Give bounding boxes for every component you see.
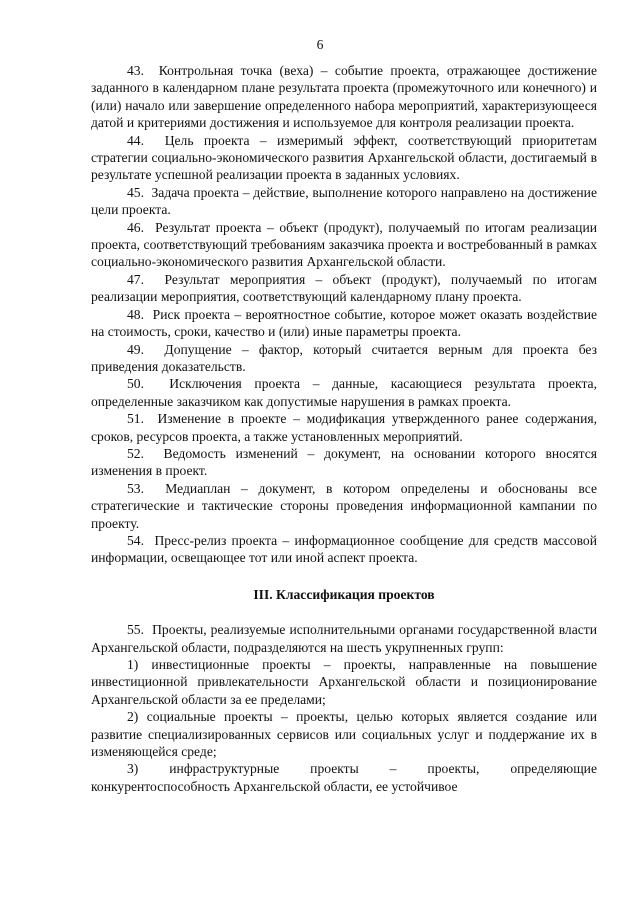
paragraph-50: 50. Исключения проекта – данные, касающиеся результата проекта, определенные заказчиком как допустимые нарушения в рамках проекта. (91, 376, 597, 409)
paragraph-51: 51. Изменение в проекте – модификация утвержденного ранее содержания, сроков, ресурсов проекта, а также установленных мероприятий. (91, 411, 597, 444)
paragraph-48: 48. Риск проекта – вероятностное событие, которое может оказать воздействие на стоимость, сроки, качество и (или) иные параметры проекта. (91, 306, 597, 340)
list-item-3: 3) инфраструктурные проекты – проекты, определяющие конкурентоспособность Архангельской области, ее устойчивое (91, 761, 597, 794)
document-body (91, 62, 597, 795)
paragraph-55: 55. Проекты, реализуемые исполнительными органами государственной власти Архангельской области, подразделяются на шесть укрупненных групп: (91, 622, 597, 655)
paragraph-46: 46. Результат проекта – объект (продукт), получаемый по итогам реализации проекта, соответствующий требованиям заказчика проекта и востребованный в рамках социально-экономического развития Архангельской области. (91, 219, 597, 270)
section-heading: III. Классификация проектов (253, 586, 435, 602)
paragraph-53: 53. Медиаплан – документ, в котором определены и обоснованы все стратегические и тактические стороны проведения информационной кампании по проекту. (91, 480, 597, 531)
list-item-2: 2) социальные проекты – проекты, целью которых является создание или развитие специализированных сервисов или социальных услуг и поддержание их в изменяющейся среде; (91, 709, 597, 760)
paragraph-49: 49. Допущение – фактор, который считается верным для проекта без приведения доказательств. (91, 341, 597, 374)
paragraph-45: 45. Задача проекта – действие, выполнение которого направлено на достижение цели проекта. (91, 184, 597, 218)
paragraph-44: 44. Цель проекта – измеримый эффект, соответствующий приоритетам стратегии социально-экономического развития Архангельской области, достигаемый в результате успешной реализации проекта в заданных условиях. (91, 132, 597, 183)
page-number: 6 (316, 37, 324, 52)
paragraph-52: 52. Ведомость изменений – документ, на основании которого вносятся изменения в проект. (91, 445, 597, 479)
paragraph-54: 54. Пресс-релиз проекта – информационное сообщение для средств массовой информации, освещающее тот или иной аспект проекта. (91, 532, 597, 566)
list-item-1: 1) инвестиционные проекты – проекты, направленные на повышение инвестиционной привлекательности Архангельской области и позиционирование Архангельской области за ее пределами; (91, 657, 597, 707)
paragraph-43: 43. Контрольная точка (веха) – событие проекта, отражающее достижение заданного в календарном плане результата проекта (промежуточного или конечного) и (или) начало или завершение определенного набора мероприятий, характеризующееся датой и критериями достижения и используемое для контроля реализации проекта. (91, 63, 597, 131)
paragraph-47: 47. Результат мероприятия – объект (продукт), получаемый по итогам реализации мероприятия, соответствующий календарному плану проекта. (91, 271, 597, 305)
